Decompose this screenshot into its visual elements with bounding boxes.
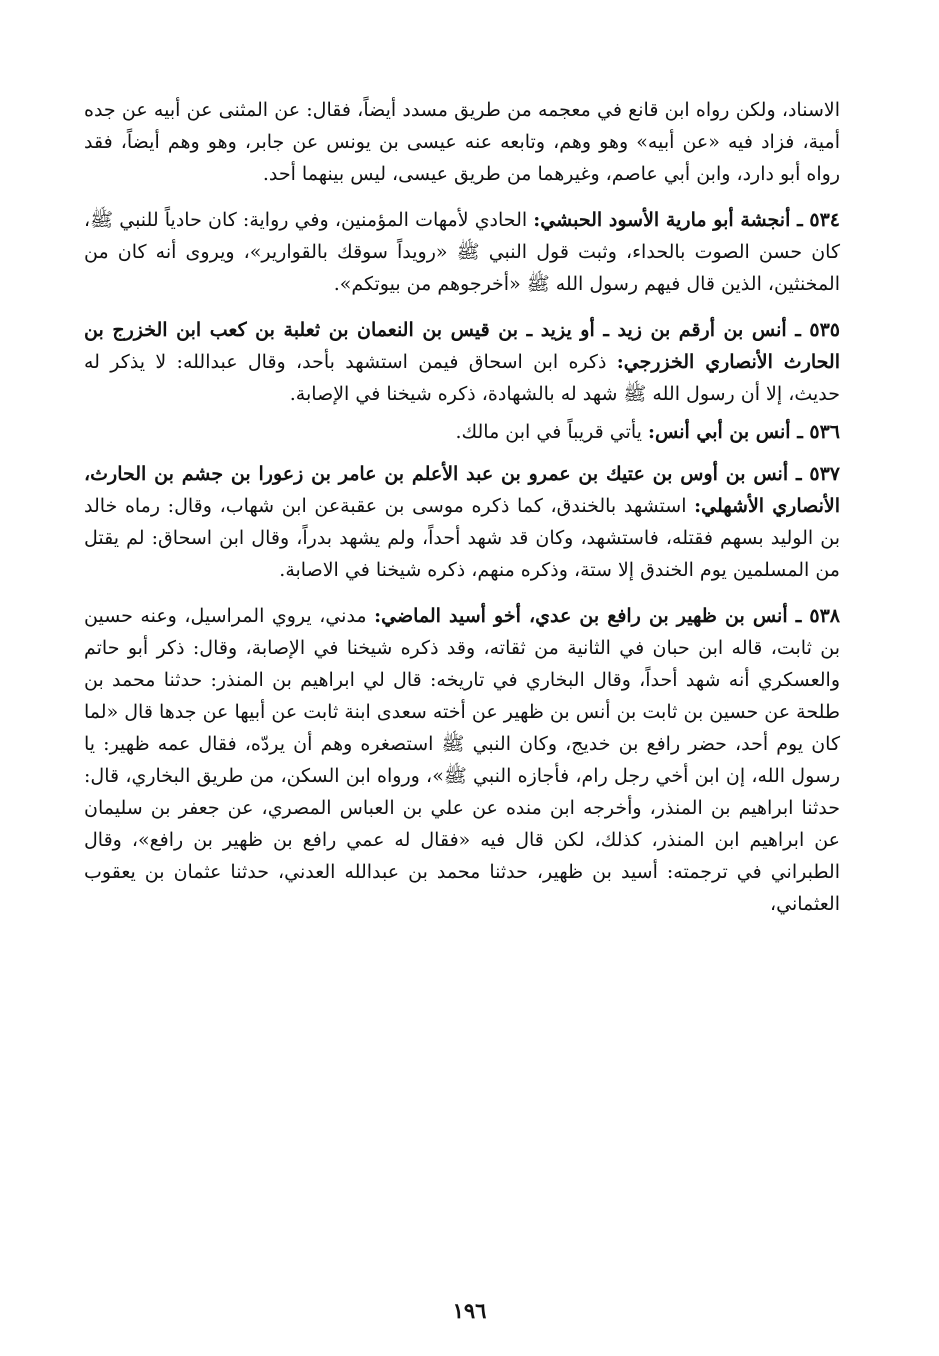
page-number: ١٩٦ bbox=[452, 1298, 487, 1323]
entry-body: استشهد بالخندق، كما ذكره موسى بن عقبةعن ابن شهاب، وقال: رماه خالد بن الوليد بسهم فقتله، فاستشهد، وكان قد شهد أحداً، ولم يشهد بدراً، وقال ابن اسحاق: لم يقتل من المسلمين يوم الخندق إلا ستة، وذكره منهم، ذكره شيخنا في الاصابة. bbox=[84, 495, 840, 581]
entry-538 bbox=[84, 600, 840, 920]
entry-body: ذكره ابن اسحاق فيمن استشهد بأحد، وقال عبدالله: لا يذكر له حديث، إلا أن رسول الله ﷺ شهد له بالشهادة، ذكره شيخنا في الإصابة. bbox=[84, 351, 840, 405]
entry-heading: ٥٣٤ ـ أنجشة أبو مارية الأسود الحبشي: bbox=[533, 209, 840, 231]
entry-heading: ٥٣٧ ـ أنس بن أوس بن عتيك بن عمرو بن عبد الأعلم بن عامر بن زعورا بن جشم بن الحارث، الأنصاري الأشهلي: bbox=[84, 463, 840, 517]
main-text bbox=[84, 94, 840, 920]
entry-body: الحادي لأمهات المؤمنين، وفي رواية: كان حادياً للنبي ﷺ، كان حسن الصوت بالحداء، وثبت قول النبي ﷺ «رويداً سوقك بالقوارير»، ويروى أنه كان من المخنثين، الذين قال فيهم رسول الله ﷺ «أخرجوهم من بيوتكم». bbox=[84, 209, 840, 295]
entry-body: يأتي قريباً في ابن مالك. bbox=[455, 421, 648, 443]
entry-535 bbox=[84, 314, 840, 410]
paragraph-continuation bbox=[84, 94, 840, 190]
entry-body: مدني، يروي المراسيل، وعنه حسين بن ثابت، قاله ابن حبان في الثانية من ثقاته، وقد ذكره شيخنا في الإصابة، وقال: ذكر أبو حاتم والعسكري أنه شهد أحداً، وقال البخاري في تاريخه: قال لي ابراهيم بن المنذر: حدثنا محمد بن طلحة عن حسين بن ثابت بن أنس بن ظهير عن أخته سعدى ابنة ثابت عن أبيها عن جدها قال «لما كان يوم أحد، حضر رافع بن خديج، وكان النبي ﷺ استصغره وهم أن يردّه، فقال عمه ظهير: يا رسول الله، إن ابن أخي رجل رام، فأجازه النبي ﷺ»، ورواه ابن السكن، من طريق البخاري، قال: حدثنا ابراهيم بن المنذر، وأخرجه ابن منده عن علي بن العباس المصري، عن جعفر بن سليمان عن ابراهيم ابن المنذر، كذلك، لكن قال فيه «فقال له عمي رافع بن ظهير بن رافع»، وقال الطبراني في ترجمته: أسيد بن ظهير، حدثنا محمد بن عبدالله العدني، حدثنا عثمان بن يعقوب العثماني، bbox=[84, 605, 840, 915]
entry-537 bbox=[84, 458, 840, 586]
entry-heading: ٥٣٥ ـ أنس بن أرقم بن زيد ـ أو يزيد ـ بن قيس بن النعمان بن ثعلبة بن كعب ابن الخزرج بن الحارث الأنصاري الخزرجي: bbox=[84, 319, 840, 373]
entry-534 bbox=[84, 204, 840, 300]
entry-heading: ٥٣٦ ـ أنس بن أبي أنس: bbox=[647, 421, 840, 443]
entry-536 bbox=[84, 416, 840, 448]
entry-heading: ٥٣٨ ـ أنس بن ظهير بن رافع بن عدي، أخو أسيد الماضي: bbox=[374, 605, 840, 627]
paragraph-body: الاسناد، ولكن رواه ابن قانع في معجمه من طريق مسدد أيضاً، فقال: عن المثنى عن أبيه عن جده أمية، فزاد فيه «عن أبيه» وهو وهم، وتابعه عنه عيسى بن يونس عن جابر، وهو وهم أيضاً، فقد رواه أبو دارد، وابن أبي عاصم، وغيرهما من طريق عيسى، ليس بينهما أحد. bbox=[84, 99, 840, 185]
